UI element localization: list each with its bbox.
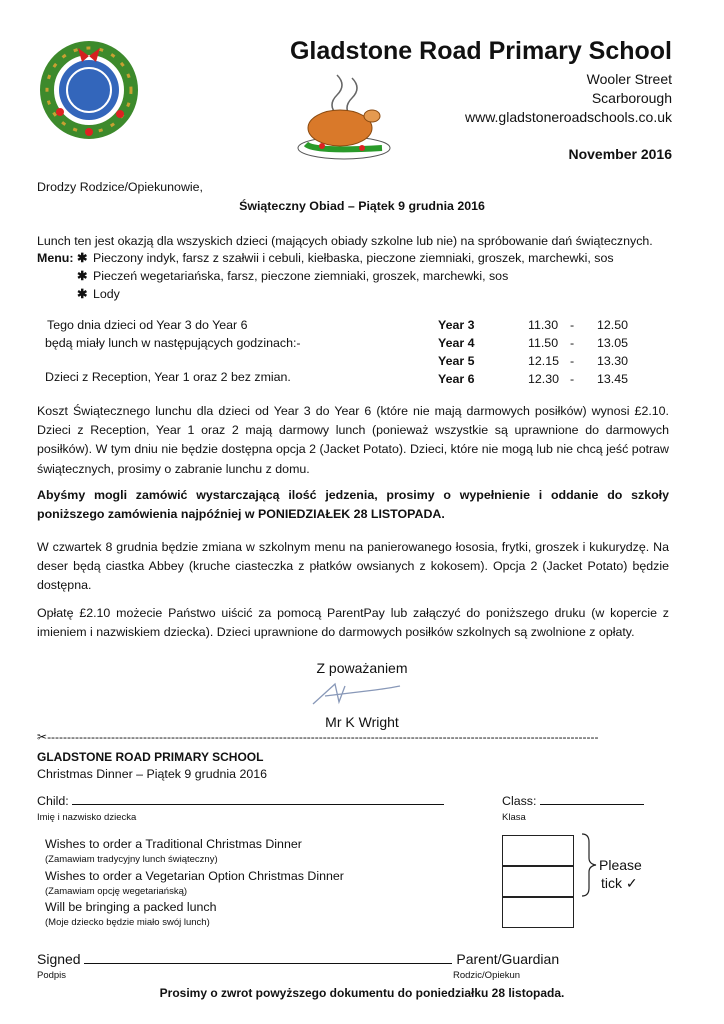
tick-box-packed-lunch[interactable] <box>502 897 574 928</box>
lunch-time-end: 13.05 <box>597 336 629 350</box>
times-text: będą miały lunch w następujących godzinach:- <box>45 336 301 350</box>
lunch-time-sep: - <box>570 318 575 332</box>
brace-icon <box>580 832 600 898</box>
handwritten-signature <box>305 676 405 712</box>
parent-sublabel: Rodzic/Opiekun <box>453 970 521 981</box>
order-deadline-paragraph: Abyśmy mogli zamówić wystarczającą ilość jedzenia, prosimy o wypełnienie i oddanie do szkoły poniższego zamówienia najpóźniej w PONIEDZIAŁEK 28 LISTOPADA. <box>37 488 669 522</box>
roast-turkey-icon <box>292 70 396 162</box>
asterisk-bullet-icon: ✱ <box>77 287 88 301</box>
school-name: Gladstone Road Primary School <box>289 37 672 65</box>
option-packed-lunch: Will be bringing a packed lunch <box>45 900 217 914</box>
menu-item <box>77 268 508 283</box>
tick-box-traditional[interactable] <box>502 835 574 866</box>
parent-guardian-label: Parent/Guardian <box>456 951 560 967</box>
school-wreath-logo <box>38 34 140 140</box>
return-notice: Prosimy o zwrot powyższego dokumentu do poniedziałku 28 listopada. <box>159 986 565 1000</box>
tick-box-vegetarian[interactable] <box>502 866 574 897</box>
letter-heading: Świąteczny Obiad – Piątek 9 grudnia 2016 <box>239 199 485 213</box>
lunch-time-end: 13.30 <box>597 354 629 368</box>
lunch-time-sep: - <box>570 354 575 368</box>
lunch-time-end: 12.50 <box>597 318 629 332</box>
asterisk-bullet-icon: ✱ <box>76 251 88 265</box>
option-sub: (Zamawiam tradycyjny lunch świąteczny) <box>45 854 218 865</box>
child-sublabel: Imię i nazwisko dziecka <box>37 812 137 823</box>
form-school-name: GLADSTONE ROAD PRIMARY SCHOOL <box>37 750 264 764</box>
option-vegetarian: Wishes to order a Vegetarian Option Christmas Dinner <box>45 869 344 883</box>
signatory-name: Mr K Wright <box>325 714 399 730</box>
please-tick-label: tick ✓ <box>601 875 638 891</box>
lunch-time-start: 12.15 <box>528 354 560 368</box>
letter-date: November 2016 <box>568 146 672 162</box>
class-label: Class: <box>502 794 537 808</box>
lunch-time-start: 12.30 <box>528 372 560 386</box>
option-sub: (Moje dziecko będzie miało swój lunch) <box>45 917 210 928</box>
class-field[interactable] <box>502 794 644 808</box>
thursday-menu-paragraph: W czwartek 8 grudnia będzie zmiana w szkolnym menu na panierowanego łososia, frytki, groszek i kukurydzę. Na deser będą ciastka Abbey (kruche ciasteczka z płatków owsianych z kokosem). Opcja 2 (Jacket Potato) będzie dostępna. <box>37 540 669 593</box>
option-sub: (Zamawiam opcję wegetariańską) <box>45 886 188 897</box>
menu-item <box>37 250 614 265</box>
times-text: Tego dnia dzieci od Year 3 do Year 6 <box>47 318 248 332</box>
lunch-time-sep: - <box>570 372 575 386</box>
times-text: Dzieci z Reception, Year 1 oraz 2 bez zmian. <box>45 370 291 384</box>
child-label: Child: <box>37 794 69 808</box>
asterisk-bullet-icon: ✱ <box>77 269 88 283</box>
intro-text: Lunch ten jest okazją dla wszyskich dzieci (mających obiady szkolne lub nie) na spróbowanie dań świątecznych. <box>37 234 653 248</box>
greeting: Drodzy Rodzice/Opiekunowie, <box>37 180 203 194</box>
menu-item-text: Pieczony indyk, farsz z szałwii i cebuli, kiełbaska, pieczone ziemniaki, groszek, marchewki, sos <box>92 251 614 265</box>
address-town: Scarborough <box>591 90 672 106</box>
lunch-time-end: 13.45 <box>597 372 629 386</box>
lunch-time-sep: - <box>570 336 575 350</box>
menu-item-text: Pieczeń wegetariańska, farsz, pieczone ziemniaki, groszek, marchewki, sos <box>93 269 509 283</box>
scissors-icon: ✂ <box>37 730 48 744</box>
menu-item-text: Lody <box>93 287 120 301</box>
school-website: www.gladstoneroadschools.co.uk <box>464 109 672 125</box>
address-street: Wooler Street <box>586 71 672 87</box>
signature-field[interactable] <box>37 951 559 967</box>
lunch-time-year: Year 4 <box>438 336 475 350</box>
lunch-time-year: Year 5 <box>438 354 475 368</box>
closing: Z poważaniem <box>316 660 408 676</box>
payment-paragraph: Opłatę £2.10 możecie Państwo uiścić za pomocą ParentPay lub załączyć do poniższego druku (w kopercie z imieniem i nazwiskiem dziecka). Dzieci uprawnione do darmowych posiłków szkolnych są zwolnione z opłaty. <box>37 606 669 640</box>
menu-item <box>77 286 120 301</box>
form-subtitle: Christmas Dinner – Piątek 9 grudnia 2016 <box>37 767 268 781</box>
cost-paragraph: Koszt Świątecznego lunchu dla dzieci od Year 3 do Year 6 (które nie mają darmowych posiłków) wynosi £2.10. Dzieci z Reception, Year 1 oraz 2 mają darmowy lunch (ponieważ wszystkie są uprawnione do darmowych posiłków). W tym dniu nie będzie dostępna opcja 2 (Jacket Potato). Dzieci, które nie mogą lub nie chcą jeść potraw świątecznych, prosimy o zabranie lunchu z domu. <box>37 404 669 476</box>
lunch-time-year: Year 3 <box>438 318 475 332</box>
signed-label: Signed <box>37 951 81 967</box>
signed-sublabel: Podpis <box>37 970 67 981</box>
lunch-time-year: Year 6 <box>438 372 475 386</box>
lunch-time-start: 11.30 <box>528 318 559 332</box>
lunch-time-start: 11.50 <box>528 336 559 350</box>
class-sublabel: Klasa <box>502 812 526 823</box>
child-field[interactable] <box>37 794 444 808</box>
menu-label: Menu: <box>37 251 74 265</box>
option-traditional: Wishes to order a Traditional Christmas Dinner <box>45 837 302 851</box>
please-tick-label: Please <box>599 857 642 873</box>
cut-line: ✂------------------------------------------------------------------------------------------------------------------------------------------ <box>37 730 599 744</box>
